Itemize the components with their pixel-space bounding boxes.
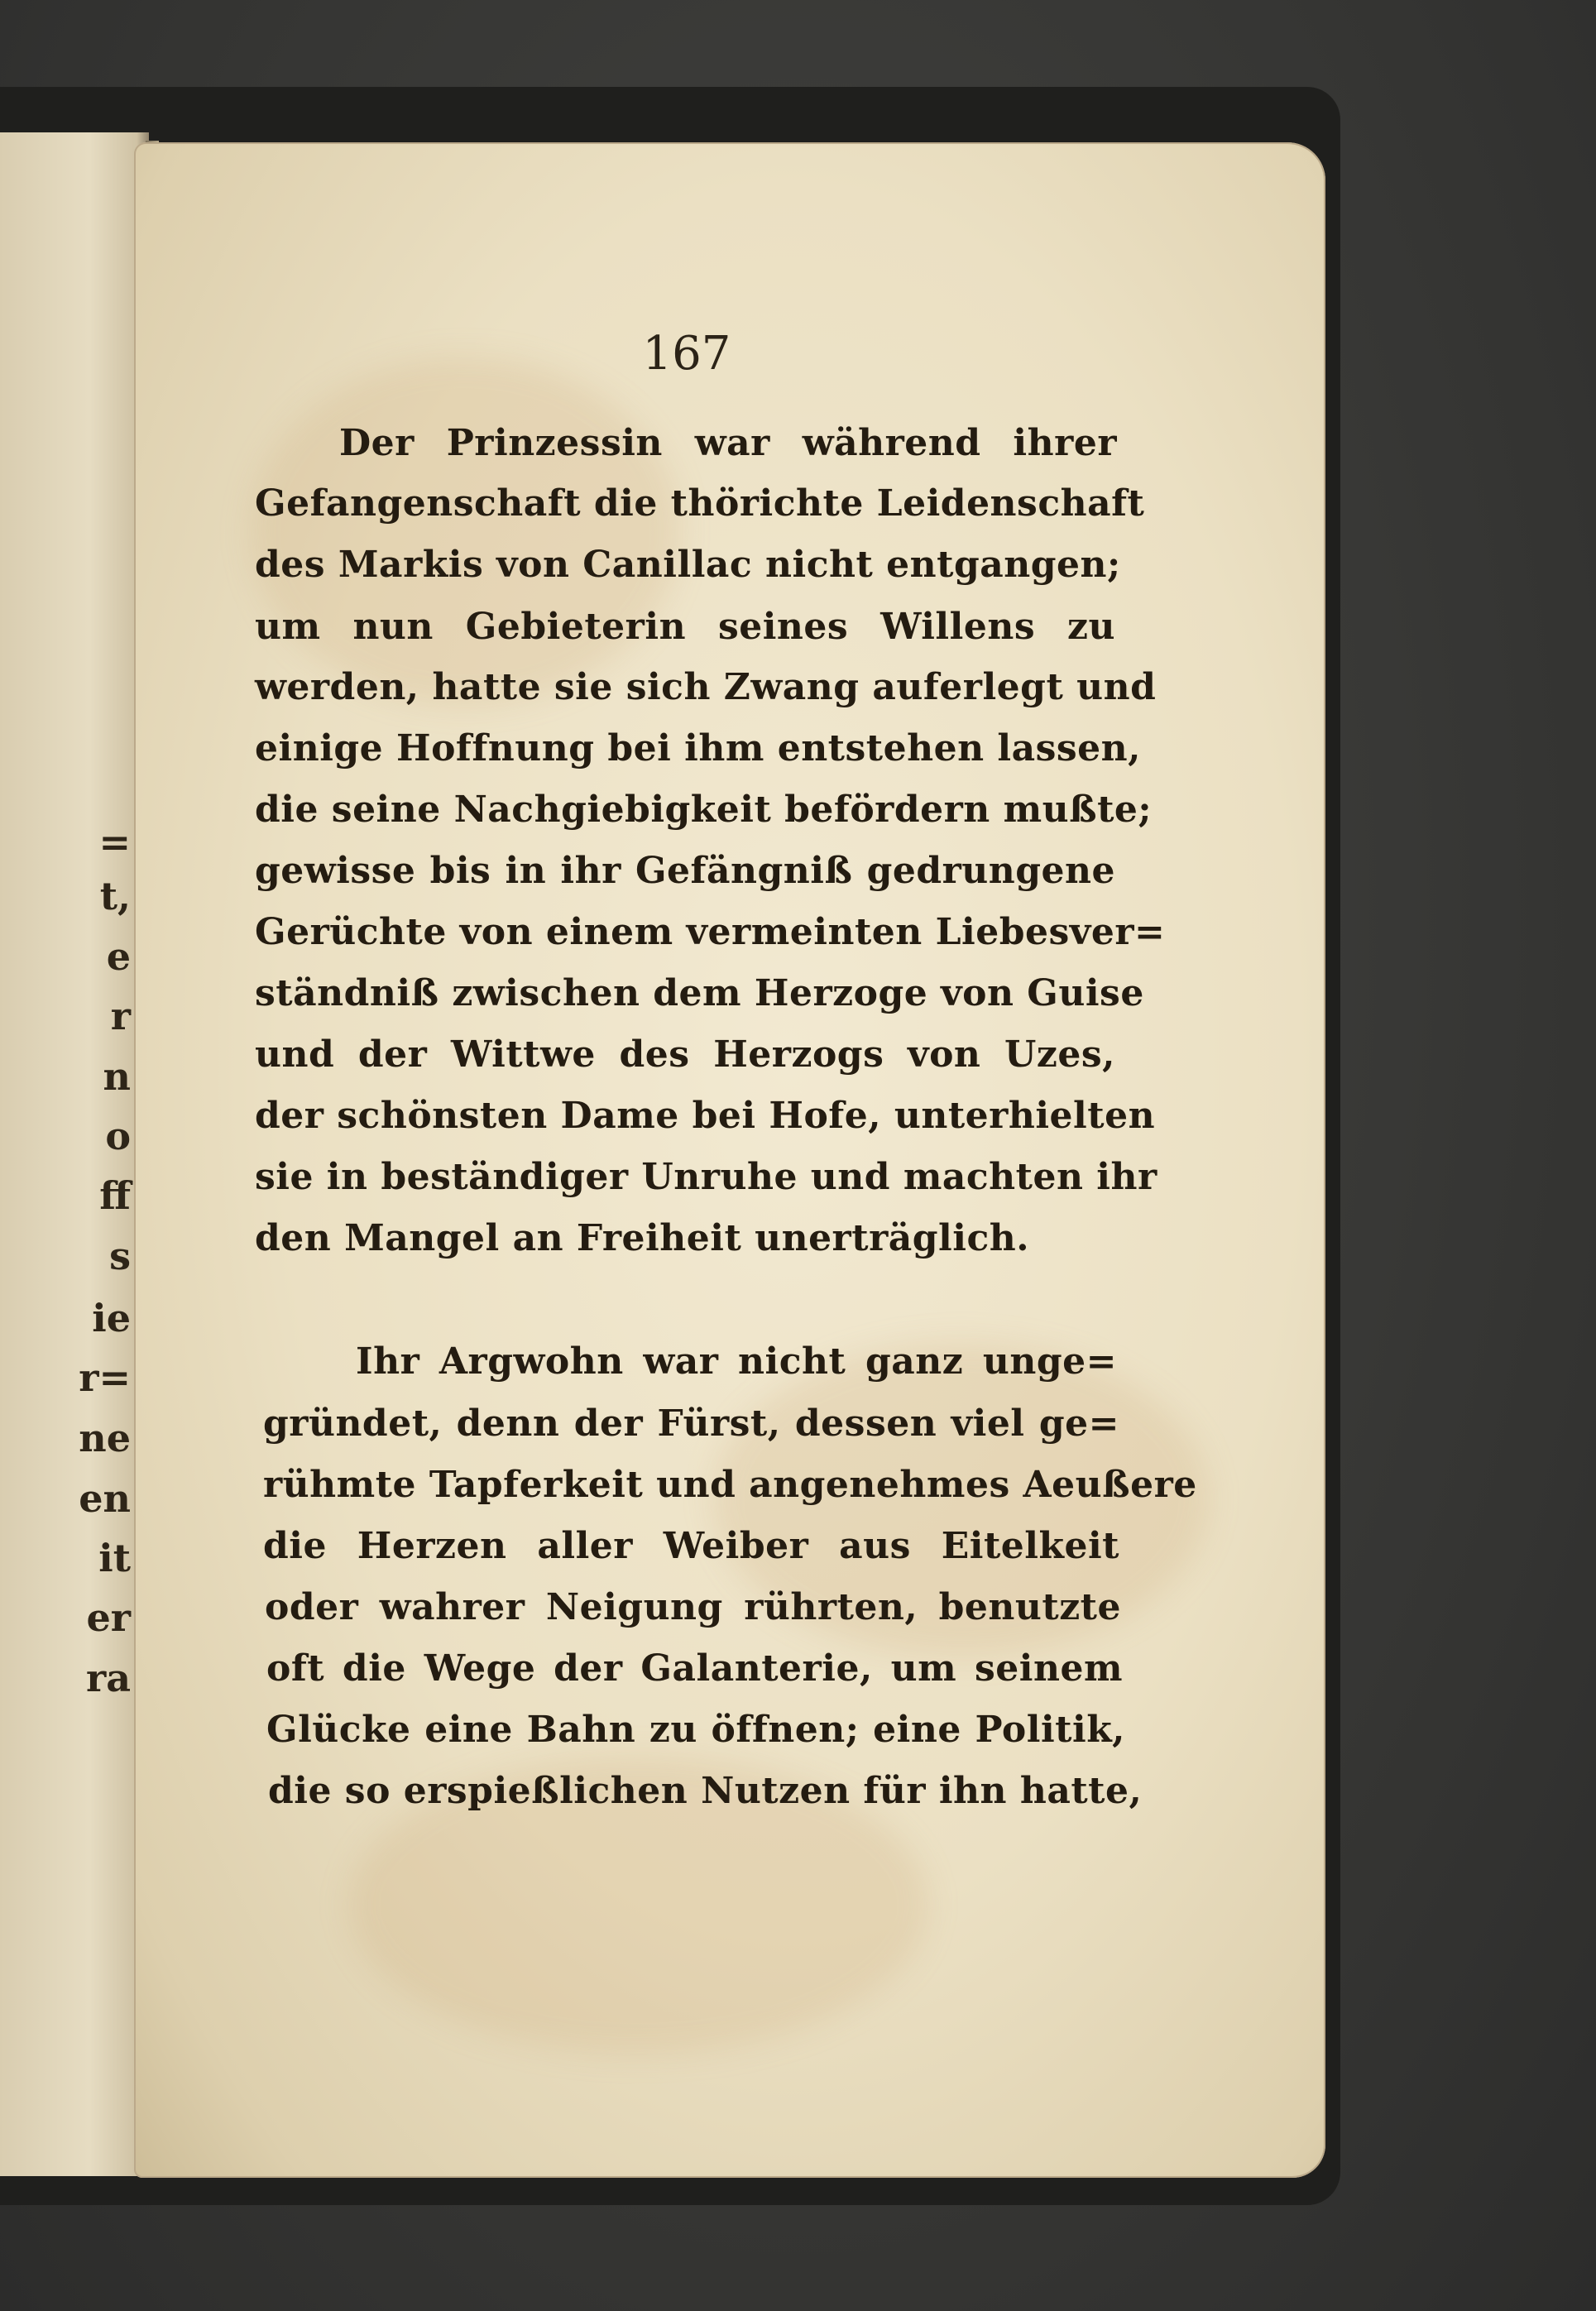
left-edge-fragment: ff: [99, 1173, 131, 1218]
page-number: 167: [642, 327, 731, 381]
left-edge-fragment: r: [110, 994, 131, 1038]
left-page-edge: [0, 132, 149, 2176]
text-line: oder wahrer Neigung rührten, benutzte: [265, 1586, 1121, 1628]
left-edge-fragment: er: [86, 1595, 131, 1640]
text-line: Gefangenschaft die thörichte Leidenschaft: [255, 482, 1145, 525]
left-edge-fragment: o: [105, 1114, 131, 1158]
text-line: Gerüchte von einem vermeinten Liebesver=: [255, 911, 1166, 953]
text-line: einige Hoffnung bei ihm entstehen lassen,: [255, 727, 1141, 770]
text-line: rühmte Tapferkeit und angenehmes Aeußere: [263, 1464, 1197, 1506]
text-line: Der Prinzessin war während ihrer: [339, 422, 1117, 464]
text-line: Ihr Argwohn war nicht ganz unge=: [356, 1340, 1117, 1383]
text-line: des Markis von Canillac nicht entgangen;: [255, 544, 1121, 586]
text-line: gründet, denn der Fürst, dessen viel ge=: [263, 1402, 1119, 1445]
text-line: die so erspießlichen Nutzen für ihn hatte,: [268, 1770, 1143, 1812]
text-line: um nun Gebieterin seines Willens zu: [255, 606, 1115, 648]
left-edge-fragment: t,: [99, 874, 131, 918]
text-line: oft die Wege der Galanterie, um seinem: [266, 1647, 1123, 1690]
text-line: und der Wittwe des Herzogs von Uzes,: [255, 1033, 1115, 1076]
text-line: der schönsten Dame bei Hofe, unterhielten: [255, 1095, 1156, 1137]
left-edge-fragment: ra: [85, 1656, 131, 1700]
text-line: werden, hatte sie sich Zwang auferlegt und: [255, 666, 1157, 708]
left-edge-fragment: en: [79, 1476, 131, 1521]
text-line: den Mangel an Freiheit unerträglich.: [255, 1217, 1030, 1259]
paper-stain: [250, 357, 680, 705]
left-edge-fragment: ie: [92, 1296, 131, 1340]
left-edge-fragment: r=: [79, 1355, 131, 1400]
text-line: die seine Nachgiebigkeit befördern mußte;: [255, 789, 1153, 831]
left-edge-fragment: =: [98, 820, 131, 865]
left-edge-fragment: s: [109, 1234, 131, 1278]
text-line: Glücke eine Bahn zu öffnen; eine Politik,: [266, 1709, 1125, 1751]
text-line: ständniß zwischen dem Herzoge von Guise: [255, 972, 1144, 1014]
text-line: gewisse bis in ihr Gefängniß gedrungene: [255, 850, 1115, 892]
left-edge-fragment: it: [98, 1536, 131, 1580]
left-edge-fragment: ne: [79, 1416, 131, 1460]
left-edge-fragment: e: [106, 934, 131, 979]
left-edge-fragment: n: [103, 1054, 131, 1099]
text-line: sie in beständiger Unruhe und machten ihr: [255, 1156, 1157, 1198]
text-line: die Herzen aller Weiber aus Eitelkeit: [263, 1525, 1119, 1567]
